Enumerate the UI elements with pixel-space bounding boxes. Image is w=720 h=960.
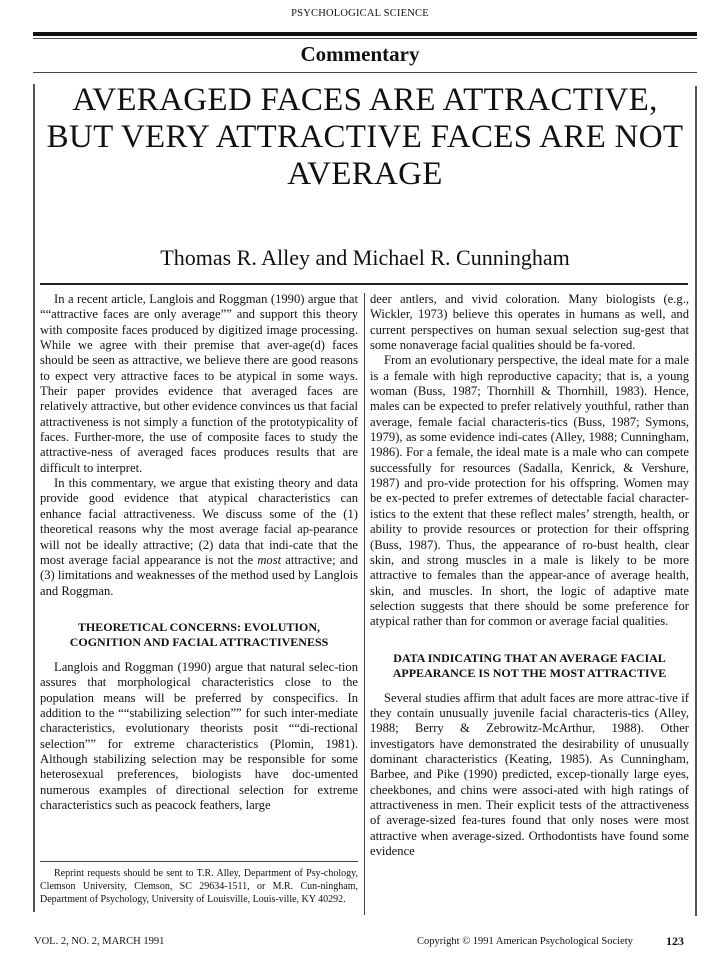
footer-copyright: Copyright © 1991 American Psychological Society bbox=[417, 936, 633, 947]
heading-line: DATA INDICATING THAT AN AVERAGE FACIAL bbox=[393, 650, 666, 665]
section-heading-theoretical bbox=[40, 620, 358, 651]
paragraph bbox=[40, 476, 358, 599]
heading-line: THEORETICAL CONCERNS: EVOLUTION, bbox=[77, 619, 321, 634]
article-border-left bbox=[33, 84, 35, 912]
section-rule bbox=[33, 72, 697, 73]
paragraph-text: attractive; and (3) limitations and weaknesses of the method used by Langlois and Roggman. bbox=[40, 552, 359, 598]
article-title: AVERAGED FACES ARE ATTRACTIVE, BUT VERY ATTRACTIVE FACES ARE NOT AVERAGE bbox=[46, 82, 684, 192]
footnote-text: Reprint requests should be sent to T.R. Alley, Department of Psy-chology, Clemson University, Clemson, SC 29634-1511, or M.R. Cun-ningham, Department of Psychology, University of Louisville, Louis-ville, KY 40292. bbox=[40, 868, 358, 906]
paragraph: From an evolutionary perspective, the ideal mate for a male is a female with high reproductive capacity; that is, a young woman (Buss, 1987; Thornhill & Thornhill, 1983). Hence, males can be expected to prefer relatively youthful, rather than average, female facial characteris-tics (Buss, 1987; Symons, 1979), as some evidence indi-cates (Alley, 1988; Cunningham, 1986). For a female, the ideal mate is a male who can compete successfully for resources (Sadalla, Kenrick, & Vershure, 1987) and pro-vide protection for his offspring. Women may be ex-pected to prefer extremes of detectable facial character-istics to the extent that these reflect males’ strength, health, or ability to provide resources or protection for their offspring (Buss, 1987). Thus, the appearance of ro-bust health, clear skin, and strong muscles in a male is likely to be more attractive to females than the appear-ance of average health, skin, and muscles. In short, the logic of adaptive mate selection suggests that there should be some preference for atypical rather than for common or average facial qualities. bbox=[370, 353, 689, 629]
page-number: 123 bbox=[666, 934, 684, 948]
footnote bbox=[40, 867, 358, 907]
article-authors: Thomas R. Alley and Michael R. Cunningham bbox=[160, 245, 570, 270]
section-heading-data bbox=[370, 651, 689, 682]
footer-volume: VOL. 2, NO. 2, MARCH 1991 bbox=[34, 936, 165, 947]
left-column bbox=[40, 292, 358, 813]
column-divider bbox=[364, 293, 365, 915]
paragraph: Langlois and Roggman (1990) argue that natural selec-tion assures that morphological characteristics close to the population means will be preferred by conspecifics. In addition to the ““stabilizing selection”” for such inter-mediate characteristics, evolutionary theorists posit ““di-rectional selection”” for extreme characteristics (Plomin, 1981). Although stabilizing selection may be responsible for some heterosexual preferences, biologists have doc-umented numerous examples of directional selection for extreme characteristics such as peacock feathers, large bbox=[40, 659, 358, 812]
section-label: Commentary bbox=[300, 42, 420, 66]
authors-rule bbox=[40, 283, 688, 285]
emphasis-text: most bbox=[257, 552, 282, 567]
header-rule-thick bbox=[33, 32, 697, 36]
paragraph: Several studies affirm that adult faces are more attrac-tive if they contain unusually juvenile facial characteris-tics (Alley, 1988; Berry & Zebrowitz-McArthur, 1988). Other investigators have demonstrated the desirability of unusually dominant characteristics (Keating, 1985). As Cunningham, Barbee, and Pike (1990) predicted, excep-tionally large eyes, cheekbones, and chins were associ-ated with high ratings of attractiveness in men. Their explicit tests of the attractiveness of average-sized fea-tures found that only noses were most attractive when average-sized. Orthodontists have found some evidence bbox=[370, 690, 689, 858]
header-rule-thin bbox=[33, 38, 697, 39]
paragraph-text: In this commentary, we argue that existing theory and data provide good evidence that atypical characteristics can enhance facial attractiveness. We discuss some of the (1) theoretical reasons why the most average facial ap-pearance will not be ideally attractive; (2) data that indi-cate that the most average facial appearance is not the bbox=[40, 476, 358, 567]
right-column bbox=[370, 292, 689, 859]
heading-line: APPEARANCE IS NOT THE MOST ATTRACTIVE bbox=[392, 666, 667, 681]
running-head: PSYCHOLOGICAL SCIENCE bbox=[291, 8, 429, 19]
footnote-rule bbox=[40, 861, 358, 862]
heading-line: COGNITION AND FACIAL ATTRACTIVENESS bbox=[69, 635, 329, 650]
article-border-right bbox=[695, 86, 697, 916]
paragraph: deer antlers, and vivid coloration. Many biologists (e.g., Wickler, 1973) believe this operates in humans as well, and current perspectives on human sexual selection sug-gest that some nonaverage facial qualities should be fa-vored. bbox=[370, 292, 689, 353]
paragraph: In a recent article, Langlois and Roggman (1990) argue that ““attractive faces are only average”” and support this theory with composite faces produced by digitized image processing. While we agree with their premise that aver-age(d) faces should be seen as attractive, we believe there are good reasons to expect very attractive faces to be atypical in some ways. Their paper provides evidence that averaged faces are relatively attractive, but other evidence convinces us that facial attractiveness is not simply a function of the prototypicality of faces. Further-more, the use of composite faces to study the attractive-ness of averaged faces produces results that are difficult to interpret. bbox=[40, 292, 358, 475]
